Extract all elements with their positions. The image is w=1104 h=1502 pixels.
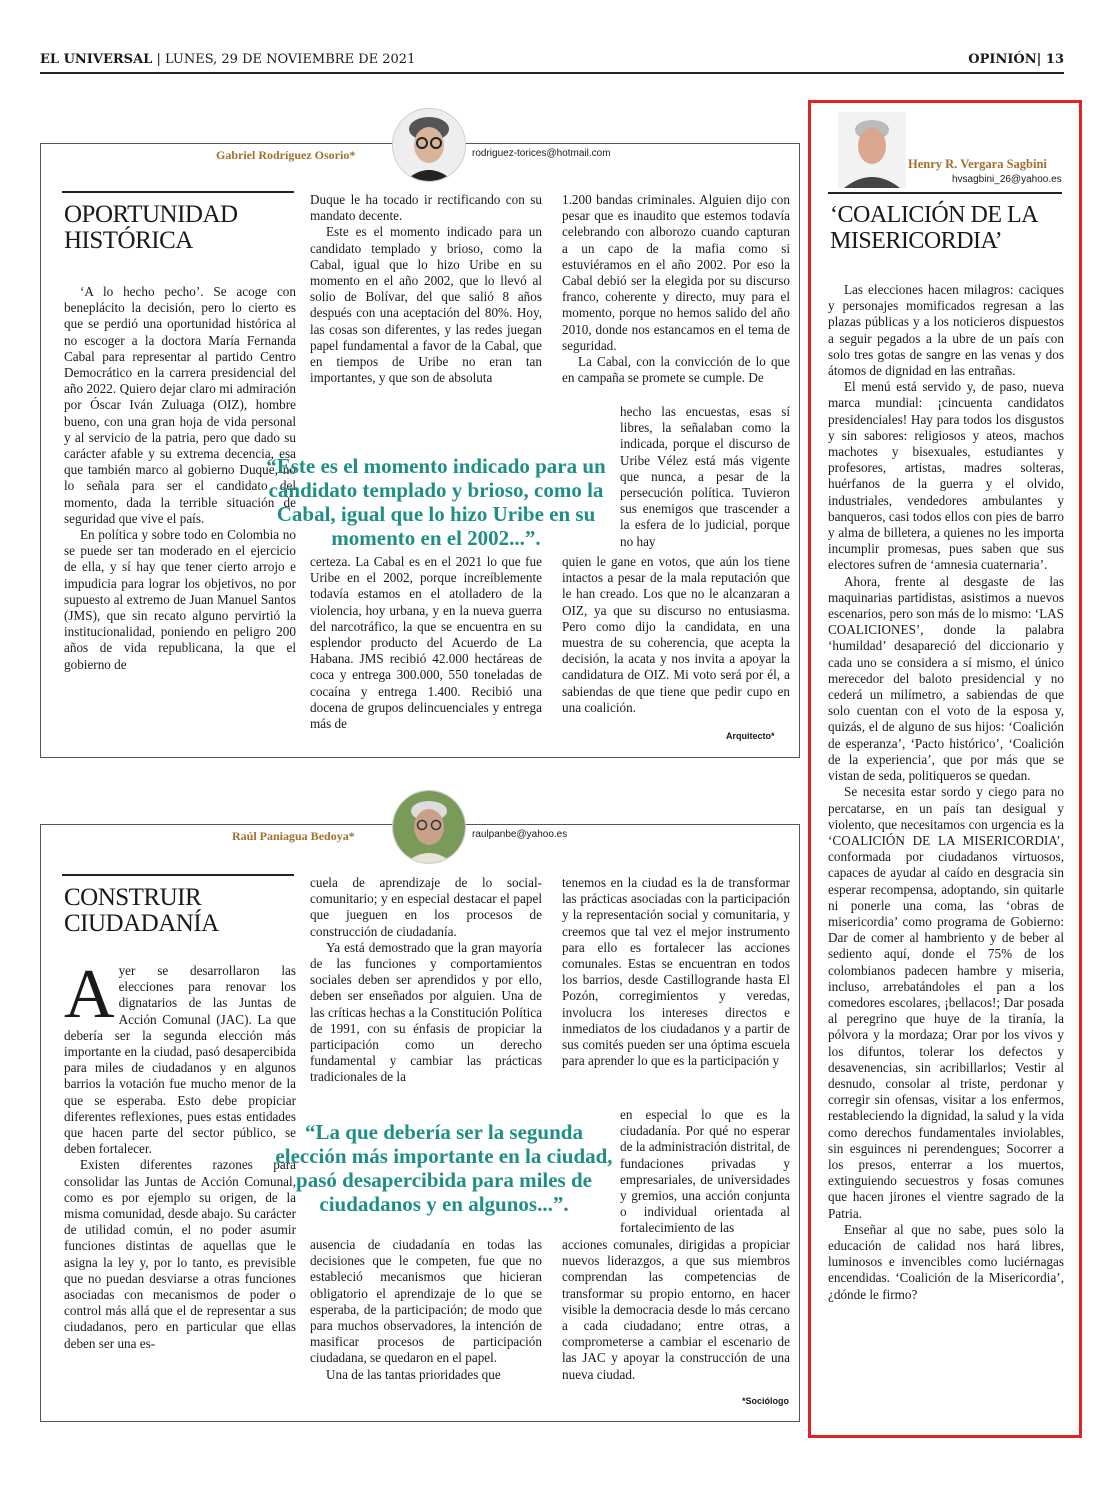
- paragraph: El menú está servido y, de paso, nueva marca mundial: ¡cincuenta candidatos presidenciales! Hay para todos los disgustos y sin sabores: religiosos y ateos, machos machotes y bisexuales, estudiantes y profesores, artistas, madres solteras, huérfanos de la guerra y el olvido, industriales, vendedores ambulantes y banqueros, casi todos ellos con pies de barro y alma de billetera, a quienes no les importa incumplir promesas, pues saben que sus electores sufren de ‘amnesia cuaternaria’.: [828, 379, 1064, 573]
- author-signature: *Sociólogo: [742, 1396, 789, 1406]
- article-column-3a: [562, 192, 790, 404]
- paragraph: ausencia de ciudadanía en todas las decisiones que le competen, fue que no estableció mecanismos que hicieran obligatorio el aprendizaje de lo que se esperaba, de la participación; de modo que para muchos observadores, la intención de masificar procesos de participación ciudadana, se quedaron en el papel.: [310, 1237, 542, 1366]
- article-column-3c: [562, 1237, 790, 1397]
- paragraph: 1.200 bandas criminales. Alguien dijo con pesar que es inaudito que estemos todavía celebrando con alborozo cuando capturan a un capo de la mafia como si estuviéramos en el año 2002. Por eso la Cabal debió ser la elegida por su discurso franco, coherente y directo, muy para el momento, porque no hemos salido del año 2010, donde nos estancamos en el tema de seguridad.: [562, 192, 790, 353]
- author-email[interactable]: raulpanbe@yahoo.es: [472, 829, 568, 840]
- paragraph: Una de las tantas prioridades que: [326, 1366, 501, 1382]
- paragraph: Enseñar al que no sabe, pues solo la educación de calidad nos hará libres, luminosos e invencibles como luciérnagas encendidas. ‘Coalición de la Misericordia’, ¿dónde le firmo?: [828, 1221, 1064, 1302]
- article-column-2a: [310, 192, 542, 402]
- article-column-2b: [310, 1237, 542, 1413]
- page-header-right: [968, 52, 1064, 67]
- pull-quote: “La que debería ser la segunda elección más importante en la ciudad, pasó desapercibida para miles de ciudadanos y en algunos...”.: [275, 1120, 613, 1216]
- paragraph: yer se desarrollaron las elecciones para renovar los dignatarios de las Juntas de Acción Comunal (JAC). La que debería ser la segunda elección más importante en la ciudad, pasó desapercibida para miles de ciudadanos y en algunos barrios la votación fue mucho menor de la que se esperaba. Esto debe propiciar diferentes reflexiones, pues estas entidades que hacen parte del sector público, se deben fortalecer.: [64, 963, 296, 1157]
- author-email[interactable]: rodriguez-torices@hotmail.com: [472, 148, 611, 159]
- title-rule: [828, 192, 1062, 194]
- article-column-2b: [310, 554, 542, 744]
- paragraph: tenemos en la ciudad es la de transformar las prácticas asociadas con la participación y la representación social y comunitaria, y creemos que tal vez el mejor instrumento para ello es fortalecer las acciones comunales. Estas se encuentran en todos los barrios, desde Castillogrande hasta El Pozón, corregimientos y veredas, involucra los intereses directos e inmediatos de los ciudadanos y a partir de sus comités pueden ser una óptima escuela para aprender lo que es la participación y: [562, 875, 790, 1069]
- author-email[interactable]: hvsagbini_26@yahoo.es: [952, 174, 1062, 185]
- paragraph: certeza. La Cabal es en el 2021 lo que fue Uribe en el 2002, porque increíblemente todavía estamos en el atolladero de la violencia, hoy urbana, y en la nueva guerra del narcotráfico, la que se encuentra en su esplendor producto del Acuerdo de La Habana. JMS recibió 42.000 hectáreas de coca y entrega 300.000, 550 toneladas de cocaína y entrega 1.400. Recibió una docena de grupos delincuenciales y entrega más de: [310, 554, 542, 732]
- article-column-3b: [620, 1107, 790, 1235]
- paragraph: En política y sobre todo en Colombia no se puede ser tan moderado en el ejercicio de ella, y sí hay que tener cierto arrojo e impudicia para lograr los objetivos, no por supuesto al extremo de Juan Manuel Santos (JMS), que sin recato alguno pervirtió la institucionalidad, poniendo en peligro 200 años de vida republicana, la que el gobierno de: [64, 527, 296, 672]
- paragraph: quien le gane en votos, que aún los tiene intactos a pesar de la mala reputación que le han creado. Los que no le alcanzaran a OIZ, ya que su discurso no entusiasma. Pero como dijo la candidata, en una muestra de su coherencia, que acepta la decisión, la acata y nos invita a apoyar la candidatura de OIZ. Mi voto será por él, a sabiendas de que tiene que pedir cupo en una coalición.: [562, 554, 790, 715]
- paragraph: Se necesita estar sordo y ciego para no percatarse, en un país tan desigual y violento, que necesitamos con urgencia es la ‘COALICIÓN DE LA MISERICORDIA’, conformada por ciudadanos virtuosos, capaces de ayudar al caído en desgracia sin esperar recompensa, adoptando, sin quitarle ni ponerle una coma, las ‘obras de misericordia’ como programa de Gobierno: Dar de comer al hambriento y de beber al sediento aquí, donde el 75% de los colombianos padecen hambre y miseria, incluso, arrebatándoles el pan a los comedores escolares, ¡bellacos!; Dar posada al peregrino que huye de la tiranía, la pólvora y la mordaza; Orar por los vivos y los difuntos, tolerar los defectos y desavenencias, sin acribillarlos; Vestir al desnudo, consolar al triste, perdonar y corregir sin ofensas, visitar a los enfermos, restableciendo la dignidad, la salud y la vida como derechos fundamentales inviolables, sin esguinces ni perendengues; Socorrer a los presos, enterrar a los muertos, extinguiendo secuestros y fosas comunes que hacen jirones el vientre sagrado de la Patria.: [828, 784, 1064, 1221]
- pull-quote: “Este es el momento indicado para un candidato templado y brioso, como la Cabal, igual que lo hizo Uribe en su momento en el 2002...”.: [266, 454, 606, 550]
- author-name: Gabriel Rodríguez Osorio*: [216, 148, 356, 162]
- article-column-1: [64, 963, 296, 1411]
- page-number: | 13: [1036, 52, 1064, 67]
- paragraph: La Cabal, con la convicción de lo que en campaña se promete se cumple. De: [562, 354, 790, 386]
- article-title: ‘COALICIÓN DE LA MISERICORDIA’: [830, 202, 1037, 254]
- author-name: Henry R. Vergara Sagbini: [908, 157, 1047, 171]
- article-column-2a: [310, 875, 542, 1107]
- paragraph: ‘A lo hecho pecho’. Se acoge con beneplácito la decisión, pero lo cierto es que se perdió una oportunidad histórica al no escoger a la doctora María Fernanda Cabal para representar al partido Centro Democrático en la carrera presidencial del año 2022. Quiero dejar claro mi admiración por Óscar Iván Zuluaga (OIZ), hombre bueno, con una gran hoja de vida personal y al servicio de la patria, pero que dado su carácter afable y su extrema decencia, esa que también marco al gobierno Duque, no lo señala para ser el candidato del momento, dada la terrible situación de seguridad que vive el país.: [64, 284, 296, 526]
- author-photo: [392, 790, 466, 864]
- article-body: [828, 282, 1064, 1424]
- article-column-3a: [562, 875, 790, 1107]
- paragraph: Existen diferentes razones para consolidar las Juntas de Acción Comunal, como es por ejemplo su origen, de la misma comunidad, desde abajo. Su carácter de utilidad común, el no poder asumir funciones distintas de aquellas que le asigna la ley y, por lo tanto, es previsible que no puedan desviarse a otras funciones asociadas con mecanismos de poder o control más allá que el de representar a sus ciudadanos, pero en particular que ellas deben ser una es-: [64, 1157, 296, 1351]
- paragraph: Las elecciones hacen milagros: caciques y personajes momificados regresan a las plazas públicas y a los noticieros dispuestos a seguir pegados a la ubre de un país con solo tres gotas de sangre en las venas y dos átomos de dignidad en las entrañas.: [828, 282, 1064, 379]
- section-name: OPINIÓN: [968, 52, 1037, 67]
- paragraph: Duque le ha tocado ir rectificando con su mandato decente.: [310, 192, 542, 224]
- title-rule: [62, 874, 294, 876]
- article-title: CONSTRUIR CIUDADANÍA: [64, 884, 219, 937]
- paragraph: hecho las encuestas, esas sí libres, la señalaban como la indicada, porque el discurso de Uribe Vélez está más vigente que nunca, a pesar de la persecución política. Tuvieron sus enemigos que trascender a la esfera de lo judicial, porque no hay: [620, 404, 790, 549]
- drop-cap: A: [64, 963, 115, 1033]
- newspaper-name: EL UNIVERSAL: [40, 52, 153, 67]
- paragraph: Ya está demostrado que la gran mayoría de las funciones y comportamientos sociales deben ser aprendidos y por ello, deben ser enseñados por alguien. Una de las críticas hechas a la Constitución Política de 1991, con su énfasis de propiciar la participación como un derecho fundamental y cambiar las prácticas tradicionales de la: [310, 939, 542, 1085]
- page-header-left: [40, 52, 415, 67]
- author-portrait-icon: [393, 791, 465, 863]
- paragraph: cuela de aprendizaje de lo social-comunitario; y en especial destacar el papel que jueguen en los procesos de construcción de ciudadanía.: [310, 875, 542, 939]
- article-column-3b: [620, 404, 790, 552]
- title-rule: [62, 191, 294, 193]
- paragraph: Este es el momento indicado para un candidato templado y brioso, como la Cabal, igual que lo hizo Uribe en su momento en el año 2002, que lo llevó al solio de Bolívar, del que salió 8 años después con una aceptación del 80%. Hoy, las cosas son diferentes, y las redes juegan papel fundamental a favor de la Cabal, que en tiempos de Uribe no eran tan importantes, y que son de absoluta: [310, 224, 542, 386]
- article-column-3c: [562, 554, 790, 730]
- author-signature: Arquitecto*: [726, 731, 775, 741]
- paragraph: Ahora, frente al desgaste de las maquinarias partidistas, asistimos a nuevos escenarios, pero son más de lo mismo: ‘LAS COALICIONES’, donde la palabra ‘humildad’ desapareció del diccionario y cada uno se considera a sí mismo, el único merecedor del baloto presidencial y no cederá un milímetro, a sabiendas de que solo cuentan con el voto de la esposa y, quizás, el de alguno de sus hijos: ‘Coalición de esperanza’, ‘Pacto histórico’, ‘Coalición de la experiencia’, que por más que se vistan de seda, politiqueros se quedan.: [828, 573, 1064, 784]
- edition-date: | LUNES, 29 DE NOVIEMBRE DE 2021: [156, 52, 416, 67]
- author-portrait-icon: [838, 112, 906, 188]
- header-rule: [40, 72, 1064, 74]
- paragraph: acciones comunales, dirigidas a propiciar nuevos liderazgos, a que sus miembros comprendan las competencias de transformar su propio entorno, en hacer visible la democracia desde lo más cercano a cada ciudadano; entre otras, a comprometerse a cambiar el escenario de las JAC y apoyar la construcción de una nueva ciudad.: [562, 1237, 790, 1382]
- author-portrait-icon: [393, 109, 465, 181]
- author-photo: [392, 108, 466, 182]
- article-title: OPORTUNIDAD HISTÓRICA: [64, 201, 238, 254]
- author-photo: [838, 112, 906, 188]
- paragraph: en especial lo que es la ciudadanía. Por qué no esperar de la administración distrital, de fundaciones privadas y empresariales, de universidades y gremios, una acción conjunta o individual orientada al fortalecimiento de las: [620, 1107, 790, 1235]
- author-name: Raúl Paniagua Bedoya*: [232, 829, 355, 843]
